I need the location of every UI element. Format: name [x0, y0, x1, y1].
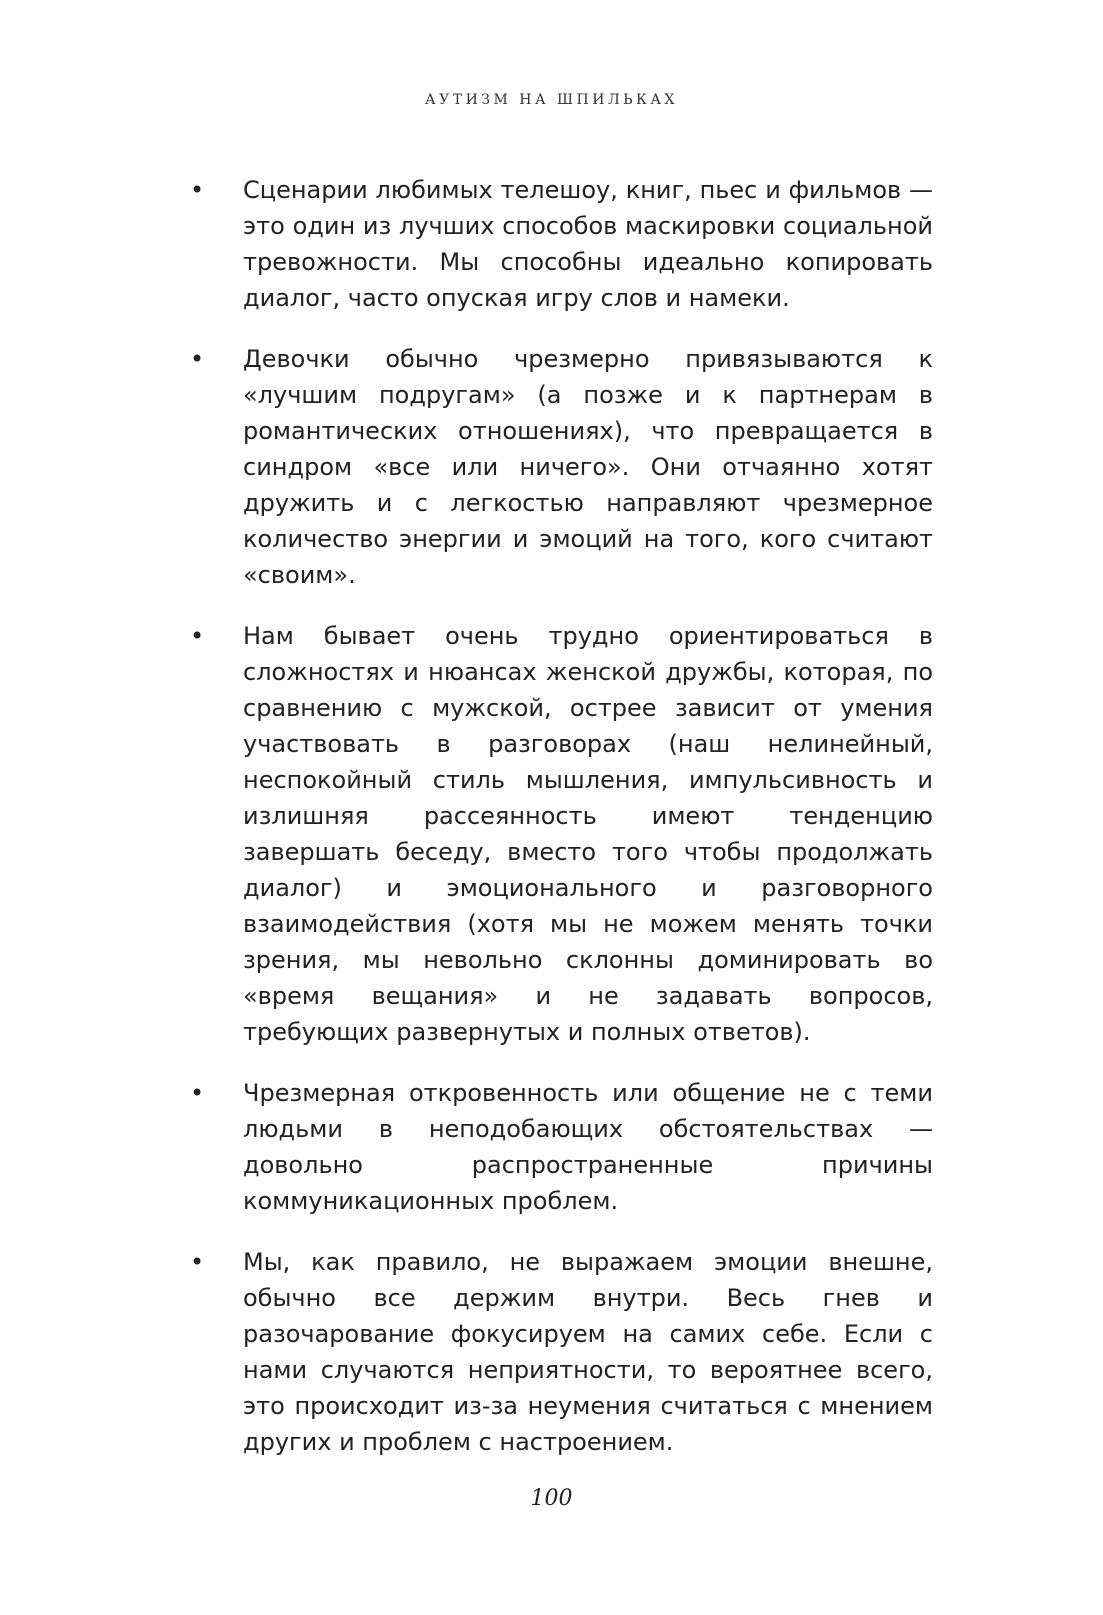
list-item: [190, 1244, 933, 1460]
bullet-list: [190, 172, 933, 1485]
bullet-icon: •: [190, 1079, 205, 1107]
bullet-icon: •: [190, 345, 205, 373]
list-item: [190, 172, 933, 316]
list-item: [190, 618, 933, 1050]
bullet-icon: •: [190, 176, 205, 204]
bullet-icon: •: [190, 1248, 205, 1276]
running-title: АУТИЗМ НА ШПИЛЬКАХ: [425, 92, 678, 108]
bullet-text: Сценарии любимых телешоу, книг, пьес и фильмов — это один из лучших способов маскировки социальной тревожности. Мы способны идеально копировать диалог, часто опуская игру слов и намеки.: [243, 176, 933, 312]
bullet-text: Нам бывает очень трудно ориентироваться в сложностях и нюансах женской дружбы, которая, по сравнению с мужской, острее зависит от умения участвовать в разговорах (наш нелинейный, неспокойный стиль мышления, импульсивность и излишняя рассеянность имеют тенденцию завершать беседу, вместо того чтобы продолжать диалог) и эмоционального и разговорного взаимодействия (хотя мы не можем менять точки зрения, мы невольно склонны доминировать во «время вещания» и не задавать вопросов, требующих развернутых и полных ответов).: [243, 622, 933, 1046]
list-item: [190, 1075, 933, 1219]
list-item: [190, 341, 933, 593]
bullet-text: Мы, как правило, не выражаем эмоции внешне, обычно все держим внутри. Весь гнев и разочарование фокусируем на самих себе. Если с нами случаются неприятности, то вероятнее всего, это происходит из-за неумения считаться с мнением других и проблем с настроением.: [243, 1248, 933, 1456]
bullet-text: Девочки обычно чрезмерно привязываются к «лучшим подругам» (а позже и к партнерам в романтических отношениях), что превращается в синдром «все или ничего». Они отчаянно хотят дружить и с легкостью направляют чрезмерное количество энергии и эмоций на того, кого считают «своим».: [243, 345, 933, 589]
bullet-text: Чрезмерная откровенность или общение не с теми людьми в неподобающих обстоятельствах — довольно распространенные причины коммуникационных проблем.: [243, 1079, 933, 1215]
page-number: 100: [530, 1486, 573, 1511]
bullet-icon: •: [190, 622, 205, 650]
